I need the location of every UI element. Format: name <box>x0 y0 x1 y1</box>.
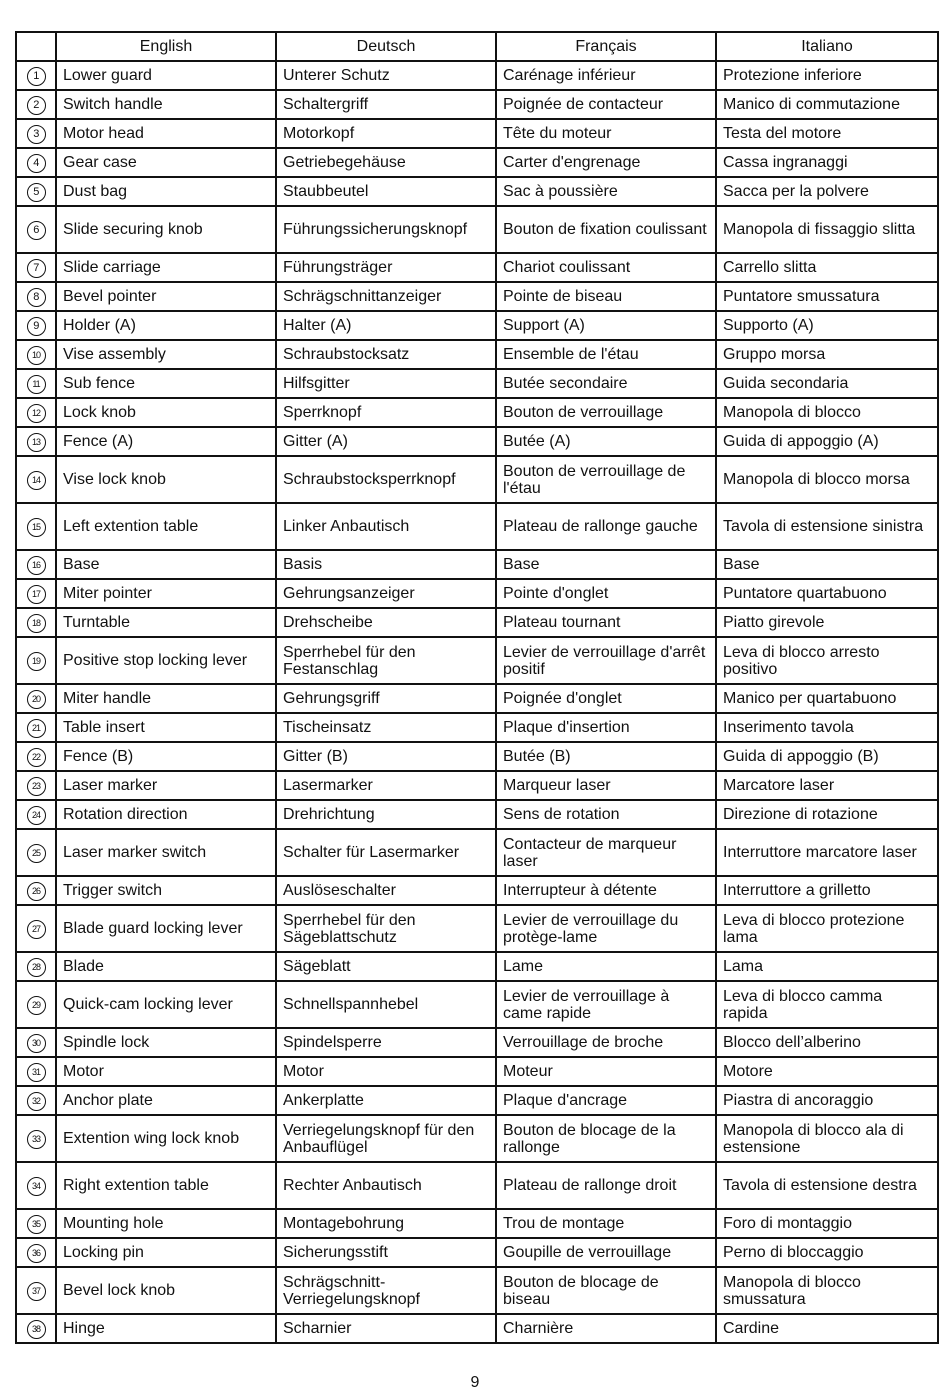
circled-number: 16 <box>27 556 46 575</box>
english-cell: Slide carriage <box>56 253 276 282</box>
table-row <box>16 952 938 981</box>
francais-cell: Bouton de blocage de la rallonge <box>496 1115 716 1162</box>
francais-cell: Base <box>496 550 716 579</box>
row-number-cell <box>16 311 56 340</box>
francais-cell: Sac à poussière <box>496 177 716 206</box>
row-number-cell <box>16 398 56 427</box>
english-cell: Mounting hole <box>56 1209 276 1238</box>
row-number-cell <box>16 800 56 829</box>
table-row <box>16 311 938 340</box>
francais-cell: Bouton de verrouillage <box>496 398 716 427</box>
italiano-cell: Supporto (A) <box>716 311 938 340</box>
table-row <box>16 742 938 771</box>
row-number-cell <box>16 503 56 550</box>
deutsch-cell: Schrägschnittanzeiger <box>276 282 496 311</box>
english-cell: Fence (B) <box>56 742 276 771</box>
row-number-cell <box>16 1115 56 1162</box>
circled-number: 20 <box>27 690 46 709</box>
circled-number: 25 <box>27 844 46 863</box>
english-cell: Laser marker switch <box>56 829 276 876</box>
row-number-cell <box>16 1162 56 1209</box>
table-row <box>16 1057 938 1086</box>
francais-cell: Levier de verrouillage d'arrêt positif <box>496 637 716 684</box>
table-row <box>16 550 938 579</box>
parts-body <box>16 61 938 1343</box>
circled-number: 2 <box>27 96 46 115</box>
table-row <box>16 637 938 684</box>
english-cell: Spindle lock <box>56 1028 276 1057</box>
circled-number: 22 <box>27 748 46 767</box>
circled-number: 4 <box>27 154 46 173</box>
table-row <box>16 1162 938 1209</box>
table-row <box>16 905 938 952</box>
english-cell: Lock knob <box>56 398 276 427</box>
italiano-cell: Guida di appoggio (A) <box>716 427 938 456</box>
circled-number: 11 <box>27 375 46 394</box>
italiano-cell: Guida di appoggio (B) <box>716 742 938 771</box>
deutsch-cell: Sägeblatt <box>276 952 496 981</box>
deutsch-cell: Verriegelungsknopf für den Anbauflügel <box>276 1115 496 1162</box>
deutsch-cell: Motor <box>276 1057 496 1086</box>
italiano-cell: Piastra di ancoraggio <box>716 1086 938 1115</box>
deutsch-cell: Scharnier <box>276 1314 496 1343</box>
francais-cell: Ensemble de l'étau <box>496 340 716 369</box>
english-cell: Dust bag <box>56 177 276 206</box>
table-row <box>16 713 938 742</box>
italiano-cell: Perno di bloccaggio <box>716 1238 938 1267</box>
row-number-cell <box>16 829 56 876</box>
italiano-cell: Leva di blocco camma rapida <box>716 981 938 1028</box>
francais-cell: Poignée d'onglet <box>496 684 716 713</box>
english-cell: Quick-cam locking lever <box>56 981 276 1028</box>
table-row <box>16 1238 938 1267</box>
english-cell: Holder (A) <box>56 311 276 340</box>
deutsch-cell: Auslöseschalter <box>276 876 496 905</box>
table-row <box>16 1028 938 1057</box>
deutsch-cell: Lasermarker <box>276 771 496 800</box>
row-number-cell <box>16 684 56 713</box>
row-number-cell <box>16 1086 56 1115</box>
circled-number: 15 <box>27 518 46 537</box>
row-number-cell <box>16 637 56 684</box>
english-cell: Bevel lock knob <box>56 1267 276 1314</box>
circled-number: 7 <box>27 259 46 278</box>
italiano-cell: Manico per quartabuono <box>716 684 938 713</box>
table-row <box>16 1115 938 1162</box>
table-row <box>16 427 938 456</box>
row-number-cell <box>16 905 56 952</box>
table-row <box>16 61 938 90</box>
circled-number: 5 <box>27 183 46 202</box>
table-row <box>16 282 938 311</box>
row-number-cell <box>16 952 56 981</box>
header-deutsch: Deutsch <box>276 32 496 61</box>
english-cell: Blade guard locking lever <box>56 905 276 952</box>
deutsch-cell: Gitter (B) <box>276 742 496 771</box>
table-row <box>16 398 938 427</box>
deutsch-cell: Hilfsgitter <box>276 369 496 398</box>
italiano-cell: Lama <box>716 952 938 981</box>
row-number-cell <box>16 369 56 398</box>
table-row <box>16 456 938 503</box>
italiano-cell: Manico di commutazione <box>716 90 938 119</box>
deutsch-cell: Gitter (A) <box>276 427 496 456</box>
row-number-cell <box>16 427 56 456</box>
row-number-cell <box>16 456 56 503</box>
row-number-cell <box>16 981 56 1028</box>
deutsch-cell: Gehrungsanzeiger <box>276 579 496 608</box>
italiano-cell: Guida secondaria <box>716 369 938 398</box>
francais-cell: Plateau de rallonge gauche <box>496 503 716 550</box>
francais-cell: Carter d'engrenage <box>496 148 716 177</box>
italiano-cell: Manopola di fissaggio slitta <box>716 206 938 253</box>
circled-number: 31 <box>27 1063 46 1082</box>
english-cell: Switch handle <box>56 90 276 119</box>
row-number-cell <box>16 282 56 311</box>
deutsch-cell: Getriebegehäuse <box>276 148 496 177</box>
italiano-cell: Blocco dell’alberino <box>716 1028 938 1057</box>
italiano-cell: Leva di blocco arresto positivo <box>716 637 938 684</box>
italiano-cell: Cardine <box>716 1314 938 1343</box>
deutsch-cell: Schraubstocksperrknopf <box>276 456 496 503</box>
table-row <box>16 503 938 550</box>
english-cell: Motor head <box>56 119 276 148</box>
row-number-cell <box>16 579 56 608</box>
english-cell: Right extention table <box>56 1162 276 1209</box>
italiano-cell: Marcatore laser <box>716 771 938 800</box>
italiano-cell: Manopola di blocco smussatura <box>716 1267 938 1314</box>
header-italiano: Italiano <box>716 32 938 61</box>
row-number-cell <box>16 1057 56 1086</box>
francais-cell: Tête du moteur <box>496 119 716 148</box>
francais-cell: Plaque d'ancrage <box>496 1086 716 1115</box>
row-number-cell <box>16 148 56 177</box>
deutsch-cell: Schalter für Lasermarker <box>276 829 496 876</box>
deutsch-cell: Motorkopf <box>276 119 496 148</box>
deutsch-cell: Drehrichtung <box>276 800 496 829</box>
deutsch-cell: Montagebohrung <box>276 1209 496 1238</box>
francais-cell: Butée secondaire <box>496 369 716 398</box>
circled-number: 38 <box>27 1320 46 1339</box>
francais-cell: Marqueur laser <box>496 771 716 800</box>
francais-cell: Pointe de biseau <box>496 282 716 311</box>
circled-number: 18 <box>27 614 46 633</box>
italiano-cell: Leva di blocco protezione lama <box>716 905 938 952</box>
italiano-cell: Base <box>716 550 938 579</box>
english-cell: Lower guard <box>56 61 276 90</box>
row-number-cell <box>16 550 56 579</box>
francais-cell: Pointe d'onglet <box>496 579 716 608</box>
deutsch-cell: Tischeinsatz <box>276 713 496 742</box>
deutsch-cell: Halter (A) <box>276 311 496 340</box>
circled-number: 29 <box>27 996 46 1015</box>
row-number-cell <box>16 771 56 800</box>
circled-number: 30 <box>27 1034 46 1053</box>
francais-cell: Verrouillage de broche <box>496 1028 716 1057</box>
english-cell: Anchor plate <box>56 1086 276 1115</box>
deutsch-cell: Sicherungsstift <box>276 1238 496 1267</box>
table-row <box>16 1209 938 1238</box>
circled-number: 37 <box>27 1282 46 1301</box>
english-cell: Base <box>56 550 276 579</box>
header-english: English <box>56 32 276 61</box>
circled-number: 28 <box>27 958 46 977</box>
deutsch-cell: Sperrhebel für den Sägeblattschutz <box>276 905 496 952</box>
francais-cell: Levier de verrouillage à came rapide <box>496 981 716 1028</box>
english-cell: Left extention table <box>56 503 276 550</box>
circled-number: 9 <box>27 317 46 336</box>
table-row <box>16 608 938 637</box>
italiano-cell: Gruppo morsa <box>716 340 938 369</box>
italiano-cell: Direzione di rotazione <box>716 800 938 829</box>
deutsch-cell: Ankerplatte <box>276 1086 496 1115</box>
circled-number: 24 <box>27 806 46 825</box>
english-cell: Miter pointer <box>56 579 276 608</box>
english-cell: Miter handle <box>56 684 276 713</box>
italiano-cell: Manopola di blocco ala di estensione <box>716 1115 938 1162</box>
francais-cell: Support (A) <box>496 311 716 340</box>
row-number-cell <box>16 1028 56 1057</box>
circled-number: 8 <box>27 288 46 307</box>
francais-cell: Butée (A) <box>496 427 716 456</box>
circled-number: 35 <box>27 1215 46 1234</box>
deutsch-cell: Linker Anbautisch <box>276 503 496 550</box>
italiano-cell: Tavola di estensione sinistra <box>716 503 938 550</box>
italiano-cell: Puntatore smussatura <box>716 282 938 311</box>
italiano-cell: Tavola di estensione destra <box>716 1162 938 1209</box>
italiano-cell: Puntatore quartabuono <box>716 579 938 608</box>
circled-number: 23 <box>27 777 46 796</box>
row-number-cell <box>16 340 56 369</box>
circled-number: 36 <box>27 1244 46 1263</box>
table-row <box>16 876 938 905</box>
deutsch-cell: Sperrknopf <box>276 398 496 427</box>
francais-cell: Trou de montage <box>496 1209 716 1238</box>
row-number-cell <box>16 608 56 637</box>
page-number: 9 <box>470 1374 480 1391</box>
francais-cell: Contacteur de marqueur laser <box>496 829 716 876</box>
deutsch-cell: Unterer Schutz <box>276 61 496 90</box>
francais-cell: Butée (B) <box>496 742 716 771</box>
circled-number: 6 <box>27 221 46 240</box>
table-row <box>16 829 938 876</box>
row-number-cell <box>16 713 56 742</box>
row-number-cell <box>16 119 56 148</box>
circled-number: 10 <box>27 346 46 365</box>
francais-cell: Levier de verrouillage du protège-lame <box>496 905 716 952</box>
francais-cell: Charnière <box>496 1314 716 1343</box>
circled-number: 13 <box>27 433 46 452</box>
francais-cell: Poignée de contacteur <box>496 90 716 119</box>
table-row <box>16 800 938 829</box>
row-number-cell <box>16 1238 56 1267</box>
italiano-cell: Motore <box>716 1057 938 1086</box>
table-row <box>16 579 938 608</box>
table-row <box>16 119 938 148</box>
deutsch-cell: Drehscheibe <box>276 608 496 637</box>
deutsch-cell: Schraubstocksatz <box>276 340 496 369</box>
table-row <box>16 90 938 119</box>
english-cell: Trigger switch <box>56 876 276 905</box>
row-number-cell <box>16 177 56 206</box>
table-row <box>16 340 938 369</box>
francais-cell: Bouton de fixation coulissant <box>496 206 716 253</box>
table-row <box>16 1086 938 1115</box>
italiano-cell: Manopola di blocco morsa <box>716 456 938 503</box>
francais-cell: Interrupteur à détente <box>496 876 716 905</box>
circled-number: 12 <box>27 404 46 423</box>
deutsch-cell: Schrägschnitt-Verriegelungsknopf <box>276 1267 496 1314</box>
francais-cell: Lame <box>496 952 716 981</box>
deutsch-cell: Staubbeutel <box>276 177 496 206</box>
header-francais: Français <box>496 32 716 61</box>
circled-number: 26 <box>27 882 46 901</box>
francais-cell: Bouton de blocage de biseau <box>496 1267 716 1314</box>
circled-number: 14 <box>27 471 46 490</box>
row-number-cell <box>16 1314 56 1343</box>
table-row <box>16 177 938 206</box>
english-cell: Turntable <box>56 608 276 637</box>
row-number-cell <box>16 206 56 253</box>
english-cell: Sub fence <box>56 369 276 398</box>
row-number-cell <box>16 61 56 90</box>
row-number-cell <box>16 1209 56 1238</box>
english-cell: Slide securing knob <box>56 206 276 253</box>
table-row <box>16 1314 938 1343</box>
deutsch-cell: Sperrhebel für den Festanschlag <box>276 637 496 684</box>
circled-number: 19 <box>27 652 46 671</box>
row-number-cell <box>16 1267 56 1314</box>
deutsch-cell: Basis <box>276 550 496 579</box>
english-cell: Table insert <box>56 713 276 742</box>
table-row <box>16 771 938 800</box>
francais-cell: Plaque d'insertion <box>496 713 716 742</box>
row-number-cell <box>16 876 56 905</box>
deutsch-cell: Gehrungsgriff <box>276 684 496 713</box>
table-row <box>16 684 938 713</box>
deutsch-cell: Führungsträger <box>276 253 496 282</box>
italiano-cell: Sacca per la polvere <box>716 177 938 206</box>
francais-cell: Bouton de verrouillage de l'étau <box>496 456 716 503</box>
circled-number: 17 <box>27 585 46 604</box>
francais-cell: Carénage inférieur <box>496 61 716 90</box>
english-cell: Laser marker <box>56 771 276 800</box>
english-cell: Extention wing lock knob <box>56 1115 276 1162</box>
deutsch-cell: Rechter Anbautisch <box>276 1162 496 1209</box>
table-row <box>16 148 938 177</box>
italiano-cell: Piatto girevole <box>716 608 938 637</box>
francais-cell: Chariot coulissant <box>496 253 716 282</box>
english-cell: Positive stop locking lever <box>56 637 276 684</box>
english-cell: Motor <box>56 1057 276 1086</box>
francais-cell: Sens de rotation <box>496 800 716 829</box>
francais-cell: Goupille de verrouillage <box>496 1238 716 1267</box>
circled-number: 1 <box>27 67 46 86</box>
row-number-cell <box>16 742 56 771</box>
english-cell: Gear case <box>56 148 276 177</box>
italiano-cell: Interruttore a grilletto <box>716 876 938 905</box>
table-row <box>16 253 938 282</box>
italiano-cell: Carrello slitta <box>716 253 938 282</box>
francais-cell: Plateau tournant <box>496 608 716 637</box>
francais-cell: Moteur <box>496 1057 716 1086</box>
circled-number: 33 <box>27 1130 46 1149</box>
row-number-cell <box>16 253 56 282</box>
english-cell: Vise assembly <box>56 340 276 369</box>
deutsch-cell: Schaltergriff <box>276 90 496 119</box>
italiano-cell: Manopola di blocco <box>716 398 938 427</box>
italiano-cell: Testa del motore <box>716 119 938 148</box>
deutsch-cell: Spindelsperre <box>276 1028 496 1057</box>
circled-number: 21 <box>27 719 46 738</box>
italiano-cell: Inserimento tavola <box>716 713 938 742</box>
english-cell: Fence (A) <box>56 427 276 456</box>
english-cell: Bevel pointer <box>56 282 276 311</box>
english-cell: Hinge <box>56 1314 276 1343</box>
english-cell: Vise lock knob <box>56 456 276 503</box>
table-row <box>16 981 938 1028</box>
italiano-cell: Cassa ingranaggi <box>716 148 938 177</box>
english-cell: Blade <box>56 952 276 981</box>
header-row <box>16 32 938 61</box>
english-cell: Locking pin <box>56 1238 276 1267</box>
header-number-cell <box>16 32 56 61</box>
table-row <box>16 206 938 253</box>
deutsch-cell: Führungssicherungsknopf <box>276 206 496 253</box>
parts-table <box>15 31 939 1344</box>
italiano-cell: Protezione inferiore <box>716 61 938 90</box>
table-row <box>16 369 938 398</box>
deutsch-cell: Schnellspannhebel <box>276 981 496 1028</box>
circled-number: 32 <box>27 1092 46 1111</box>
italiano-cell: Interruttore marcatore laser <box>716 829 938 876</box>
circled-number: 27 <box>27 920 46 939</box>
row-number-cell <box>16 90 56 119</box>
circled-number: 34 <box>27 1177 46 1196</box>
circled-number: 3 <box>27 125 46 144</box>
italiano-cell: Foro di montaggio <box>716 1209 938 1238</box>
english-cell: Rotation direction <box>56 800 276 829</box>
table-row <box>16 1267 938 1314</box>
francais-cell: Plateau de rallonge droit <box>496 1162 716 1209</box>
